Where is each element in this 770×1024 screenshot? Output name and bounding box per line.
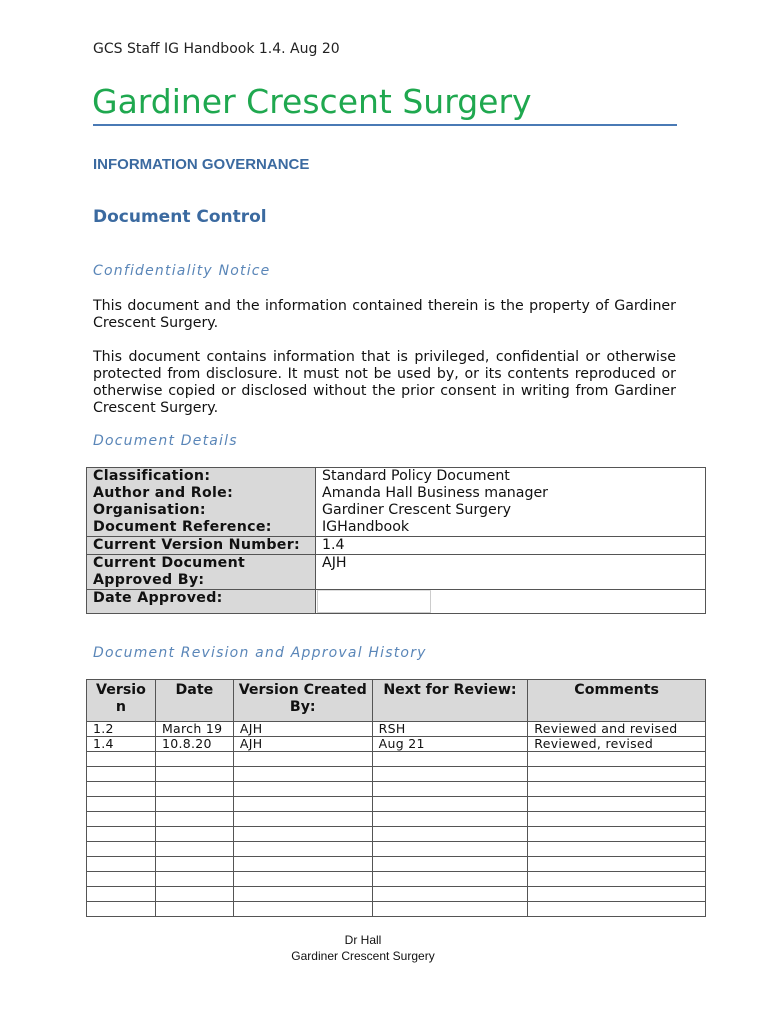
table-cell [87,842,156,857]
table-cell [372,752,528,767]
table-cell [528,812,706,827]
column-header-date: Date [155,680,233,722]
table-row [87,842,706,857]
table-cell [155,872,233,887]
table-cell [372,827,528,842]
table-cell [87,902,156,917]
table-cell [372,872,528,887]
table-cell [372,782,528,797]
details-value: Standard Policy Document [316,468,706,486]
confidentiality-paragraph-2: This document contains information that is privileged, confidential or otherwise protected from disclosure. It must not be used by, or its contents reproduced or otherwise copied or disclosed without the prior consent in writing from Gardiner Crescent Surgery. [93,349,676,416]
table-cell [528,827,706,842]
table-cell [155,767,233,782]
table-cell [87,812,156,827]
table-cell [372,767,528,782]
table-cell: 1.2 [87,722,156,737]
table-cell [233,842,372,857]
table-cell [233,887,372,902]
details-label: Current Version Number: [87,537,316,555]
column-header-comments: Comments [528,680,706,722]
table-cell [87,767,156,782]
details-row [87,485,706,502]
details-value: AJH [316,555,706,590]
table-cell [372,812,528,827]
table-cell [155,812,233,827]
column-header-next-review: Next for Review: [372,680,528,722]
table-cell [528,887,706,902]
table-cell [87,827,156,842]
details-label: Current Document Approved By: [87,555,316,590]
table-row [87,767,706,782]
table-row [87,722,706,737]
table-cell [528,782,706,797]
table-row [87,887,706,902]
table-cell [87,872,156,887]
table-cell: 10.8.20 [155,737,233,752]
table-cell: RSH [372,722,528,737]
table-row [87,902,706,917]
confidentiality-paragraph-1: This document and the information contained therein is the property of Gardiner Crescent Surgery. [93,298,676,331]
table-cell [233,812,372,827]
table-cell [528,902,706,917]
table-cell [155,887,233,902]
title-divider [93,124,677,126]
column-header-version: Versio n [87,680,156,722]
table-cell: AJH [233,722,372,737]
table-cell: Reviewed, revised [528,737,706,752]
table-cell [528,767,706,782]
details-value: IGHandbook [316,519,706,537]
table-row [87,782,706,797]
running-header: GCS Staff IG Handbook 1.4. Aug 20 [93,41,340,57]
details-row [87,502,706,519]
table-cell: Aug 21 [372,737,528,752]
table-cell [372,842,528,857]
details-row [87,590,706,614]
document-details-table [86,467,706,614]
table-cell [372,797,528,812]
table-cell [233,857,372,872]
table-cell [87,782,156,797]
table-row [87,827,706,842]
table-cell [155,857,233,872]
footer-line-2: Gardiner Crescent Surgery [291,949,435,963]
table-cell [155,797,233,812]
table-cell [528,872,706,887]
table-cell [233,767,372,782]
table-cell [155,827,233,842]
table-row [87,872,706,887]
details-label: Classification: [87,468,316,486]
table-row [87,737,706,752]
details-value: 1.4 [316,537,706,555]
details-value: Gardiner Crescent Surgery [316,502,706,519]
table-cell [233,872,372,887]
table-cell [528,857,706,872]
revision-history-table [86,679,706,917]
column-header-created-by: Version Created By: [233,680,372,722]
table-cell [528,797,706,812]
table-cell [233,797,372,812]
section-heading: INFORMATION GOVERNANCE [93,156,310,173]
table-row [87,812,706,827]
document-control-heading: Document Control [93,207,267,227]
confidentiality-heading: Confidentiality Notice [93,263,271,279]
details-row [87,537,706,555]
document-details-heading: Document Details [93,433,238,449]
table-cell: March 19 [155,722,233,737]
table-cell [372,902,528,917]
table-cell [372,887,528,902]
table-cell [155,902,233,917]
details-row [87,468,706,486]
table-row [87,797,706,812]
table-cell [155,842,233,857]
table-cell: 1.4 [87,737,156,752]
table-cell [87,752,156,767]
table-cell [233,752,372,767]
table-cell: AJH [233,737,372,752]
history-header-row [87,680,706,722]
details-label: Date Approved: [87,590,316,614]
details-label: Author and Role: [87,485,316,502]
details-value: Amanda Hall Business manager [316,485,706,502]
table-cell [155,782,233,797]
table-cell [87,887,156,902]
table-cell [372,857,528,872]
details-label: Document Reference: [87,519,316,537]
details-value [316,590,706,614]
date-approved-value [317,590,431,613]
page-title: Gardiner Crescent Surgery [92,82,532,121]
table-cell [528,842,706,857]
table-cell [155,752,233,767]
table-cell: Reviewed and revised [528,722,706,737]
table-cell [233,902,372,917]
table-row [87,752,706,767]
revision-history-heading: Document Revision and Approval History [93,645,427,661]
table-cell [233,827,372,842]
table-cell [528,752,706,767]
details-label: Organisation: [87,502,316,519]
table-cell [87,857,156,872]
table-row [87,857,706,872]
details-row [87,555,706,590]
table-cell [87,797,156,812]
footer-line-1: Dr Hall [344,933,382,947]
table-cell [233,782,372,797]
details-row [87,519,706,537]
